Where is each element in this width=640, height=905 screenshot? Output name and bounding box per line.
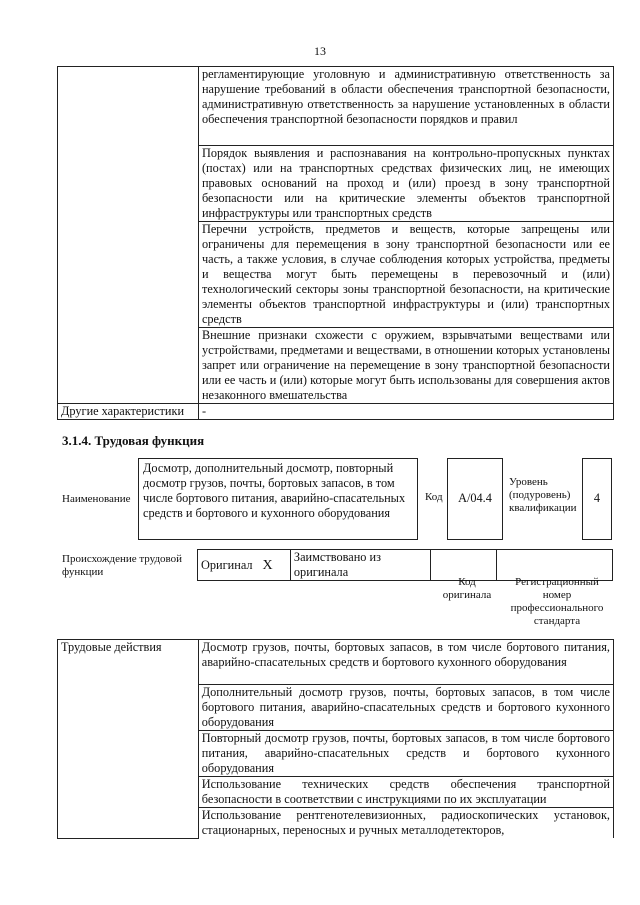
level-value: 4 — [593, 491, 601, 505]
level-label: Уровень (подуровень) квалификации — [509, 476, 577, 514]
other-characteristics-value: - — [198, 404, 613, 420]
table-cell-empty — [58, 67, 199, 404]
table-row: Повторный досмотр грузов, почты, бортовых запасов, в том числе бортового питания, аварийно-спасательных средств и бортового кухонного оборудования — [198, 731, 613, 777]
table-cell: регламентирующие уголовную и административную ответственность за нарушение требований в области обеспечения транспортной безопасности, административную ответственность за нарушение установленных в области обеспечения транспортной безопасности порядков и правил — [198, 67, 613, 146]
other-characteristics-label: Другие характеристики — [58, 404, 199, 420]
page-number: 13 — [314, 44, 326, 58]
code-caption: Код оригинала — [442, 576, 492, 601]
labour-actions-label: Трудовые действия — [58, 640, 199, 839]
name-value: Досмотр, дополнительный досмотр, повторный досмотр грузов, почты, бортовых запасов, в том числе бортового питания, аварийно-спасательных средств и бортового и кухонного оборудования — [143, 461, 406, 520]
code-value: A/04.4 — [458, 491, 492, 505]
knowledge-table — [57, 66, 614, 420]
table-cell: Перечни устройств, предметов и веществ, которые запрещены или ограничены для перемещения в зону транспортной безопасности или ее часть, а также условия, в случае соблюдения которых устройства, предметы и вещества могут быть перемещены в перевозочный и (или) технологический секторы зоны транспортной безопасности, на критические элементы объектов транспортной инфраструктуры и (или) транспортных средств — [198, 222, 613, 328]
labour-actions-table — [57, 639, 614, 839]
code-box — [447, 458, 503, 540]
table-cell: Порядок выявления и распознавания на контрольно-пропускных пунктах (постах) или на транспортных средствах физических лиц, не имеющих правовых оснований на проход и (или) проезд в зону транспортной безопасности или на критические элементы объектов транспортной инфраструктуры или транспортных средств — [198, 146, 613, 222]
original-label: Оригинал — [198, 550, 260, 581]
original-mark: X — [259, 550, 290, 581]
table-row: Досмотр грузов, почты, бортовых запасов, в том числе бортового питания, аварийно-спасательных средств и бортового кухонного оборудования — [198, 640, 613, 685]
origin-label: Происхождение трудовой функции — [62, 553, 183, 578]
table-row: Использование технических средств обеспечения транспортной безопасности в соответствии с инструкциями по их эксплуатации — [198, 777, 613, 808]
name-label: Наименование — [62, 493, 131, 505]
table-cell: Внешние признаки схожести с оружием, взрывчатыми веществами или устройствами, предметами и веществами, в отношении которых установлены запрет или ограничение на перемещение в зону транспортной безопасности или ее часть и (или) которые могут быть использованы для совершения актов незаконного вмешательства — [198, 328, 613, 404]
table-row: Дополнительный досмотр грузов, почты, бортовых запасов, в том числе бортового питания, аварийно-спасательных средств и бортового кухонного оборудования — [198, 685, 613, 731]
name-value-box — [138, 458, 418, 540]
code-label: Код — [425, 491, 443, 503]
registration-caption: Регистрационный номер профессионального стандарта — [510, 576, 604, 627]
level-box — [582, 458, 612, 540]
section-heading: 3.1.4. Трудовая функция — [62, 433, 205, 448]
borrowed-label: Заимствовано из оригинала — [290, 550, 430, 581]
table-row: Использование рентгенотелевизионных, радиоскопических установок, стационарных, переносных и ручных металлодетекторов, — [198, 808, 613, 839]
